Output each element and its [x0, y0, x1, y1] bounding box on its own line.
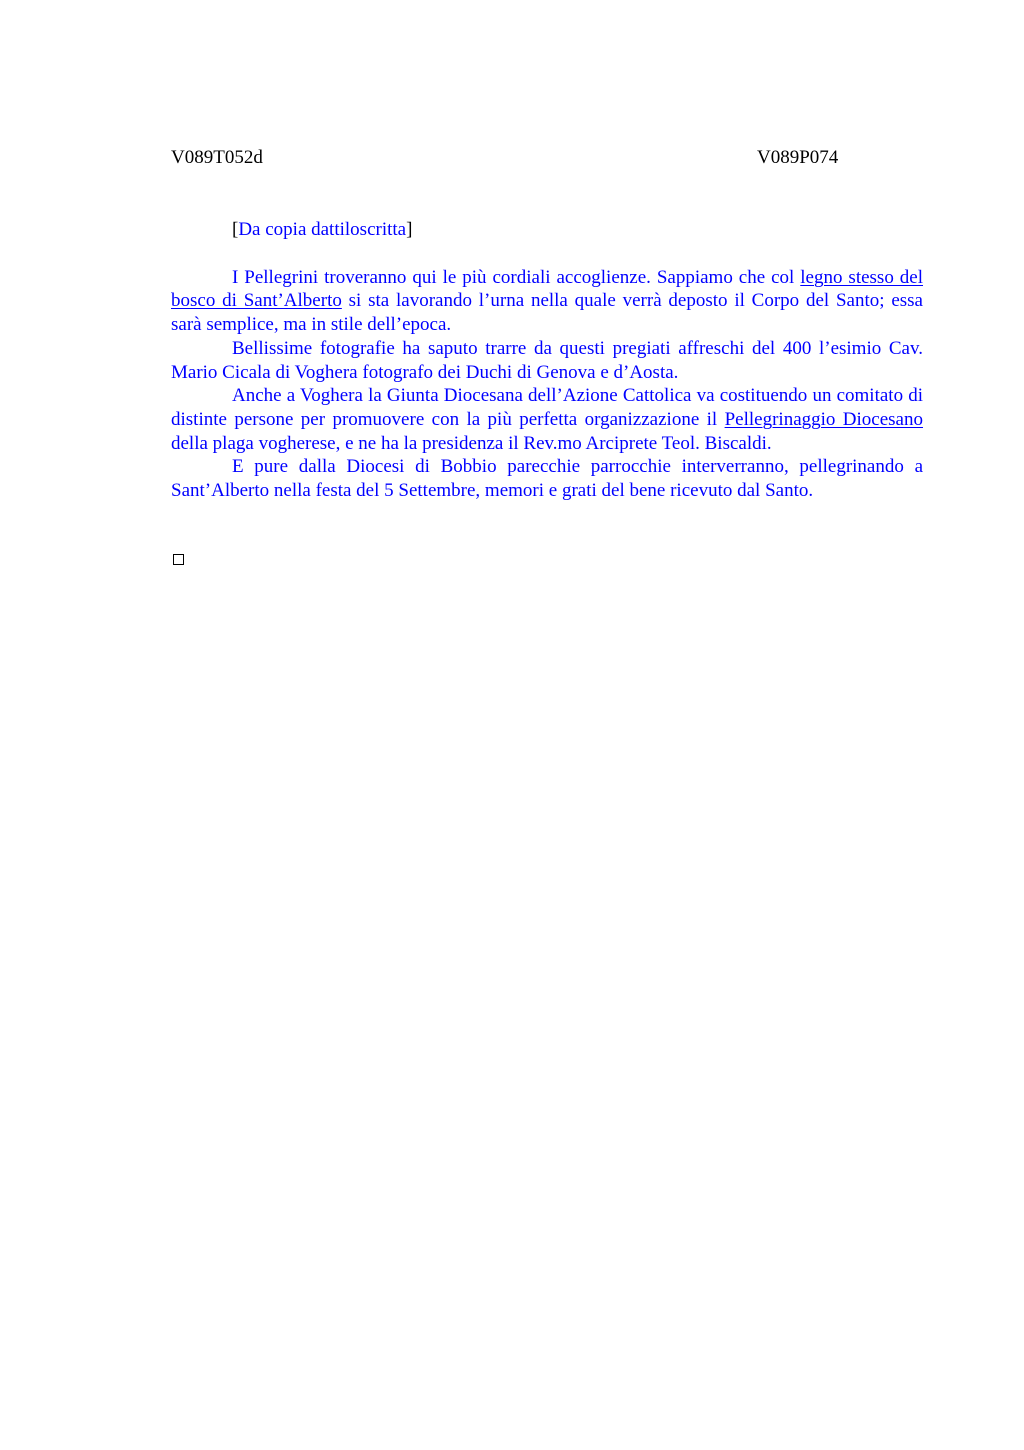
source-note-close-bracket: ] [406, 219, 413, 240]
paragraph-3 [171, 384, 923, 455]
paragraph-3-underlined-text: Pellegrinaggio Diocesano [724, 408, 923, 430]
document-body [171, 218, 923, 503]
paragraph-1-text-start: I Pellegrini troveranno qui le più cordiali accoglienze. Sappiamo che col [232, 266, 801, 288]
paragraph-2-text: Bellissime fotografie ha saputo trarre da questi pregiati affreschi del 400 l’esimio Cav. Mario Cicala di Voghera fotografo dei Duchi di Genova e d’Aosta. [171, 337, 923, 383]
source-note-text: Da copia dattiloscritta [238, 219, 407, 240]
paragraph-3-text-end: della plaga vogherese, e ne ha la presidenza il Rev.mo Arciprete Teol. Biscaldi. [171, 432, 772, 454]
paragraph-4 [171, 455, 923, 502]
source-note [171, 218, 923, 242]
document-code-right: V089P074 [757, 147, 839, 168]
source-note-open-bracket: [ [232, 219, 239, 240]
paragraph-1 [171, 266, 923, 337]
paragraph-3-text-start: Anche a Voghera la Giunta Diocesana dell’Azione Cattolica va costituendo un comitato di distinte persone per promuovere con la più perfetta organizzazione il [171, 385, 923, 430]
paragraph-1-underlined-text: legno stesso del bosco di Sant’Alberto [171, 266, 923, 312]
document-code-left: V089T052d [171, 147, 263, 168]
empty-square-icon [173, 554, 184, 565]
paragraph-2 [171, 337, 923, 384]
paragraph-1-text-end: si sta lavorando l’urna nella quale verrà deposto il Corpo del Santo; essa sarà semplice, ma in stile dell’epoca. [171, 290, 923, 336]
paragraph-4-text: E pure dalla Diocesi di Bobbio parecchie parrocchie interverranno, pellegrinando a Sant’Alberto nella festa del 5 Settembre, memori e grati del bene ricevuto dal Santo. [171, 456, 923, 502]
